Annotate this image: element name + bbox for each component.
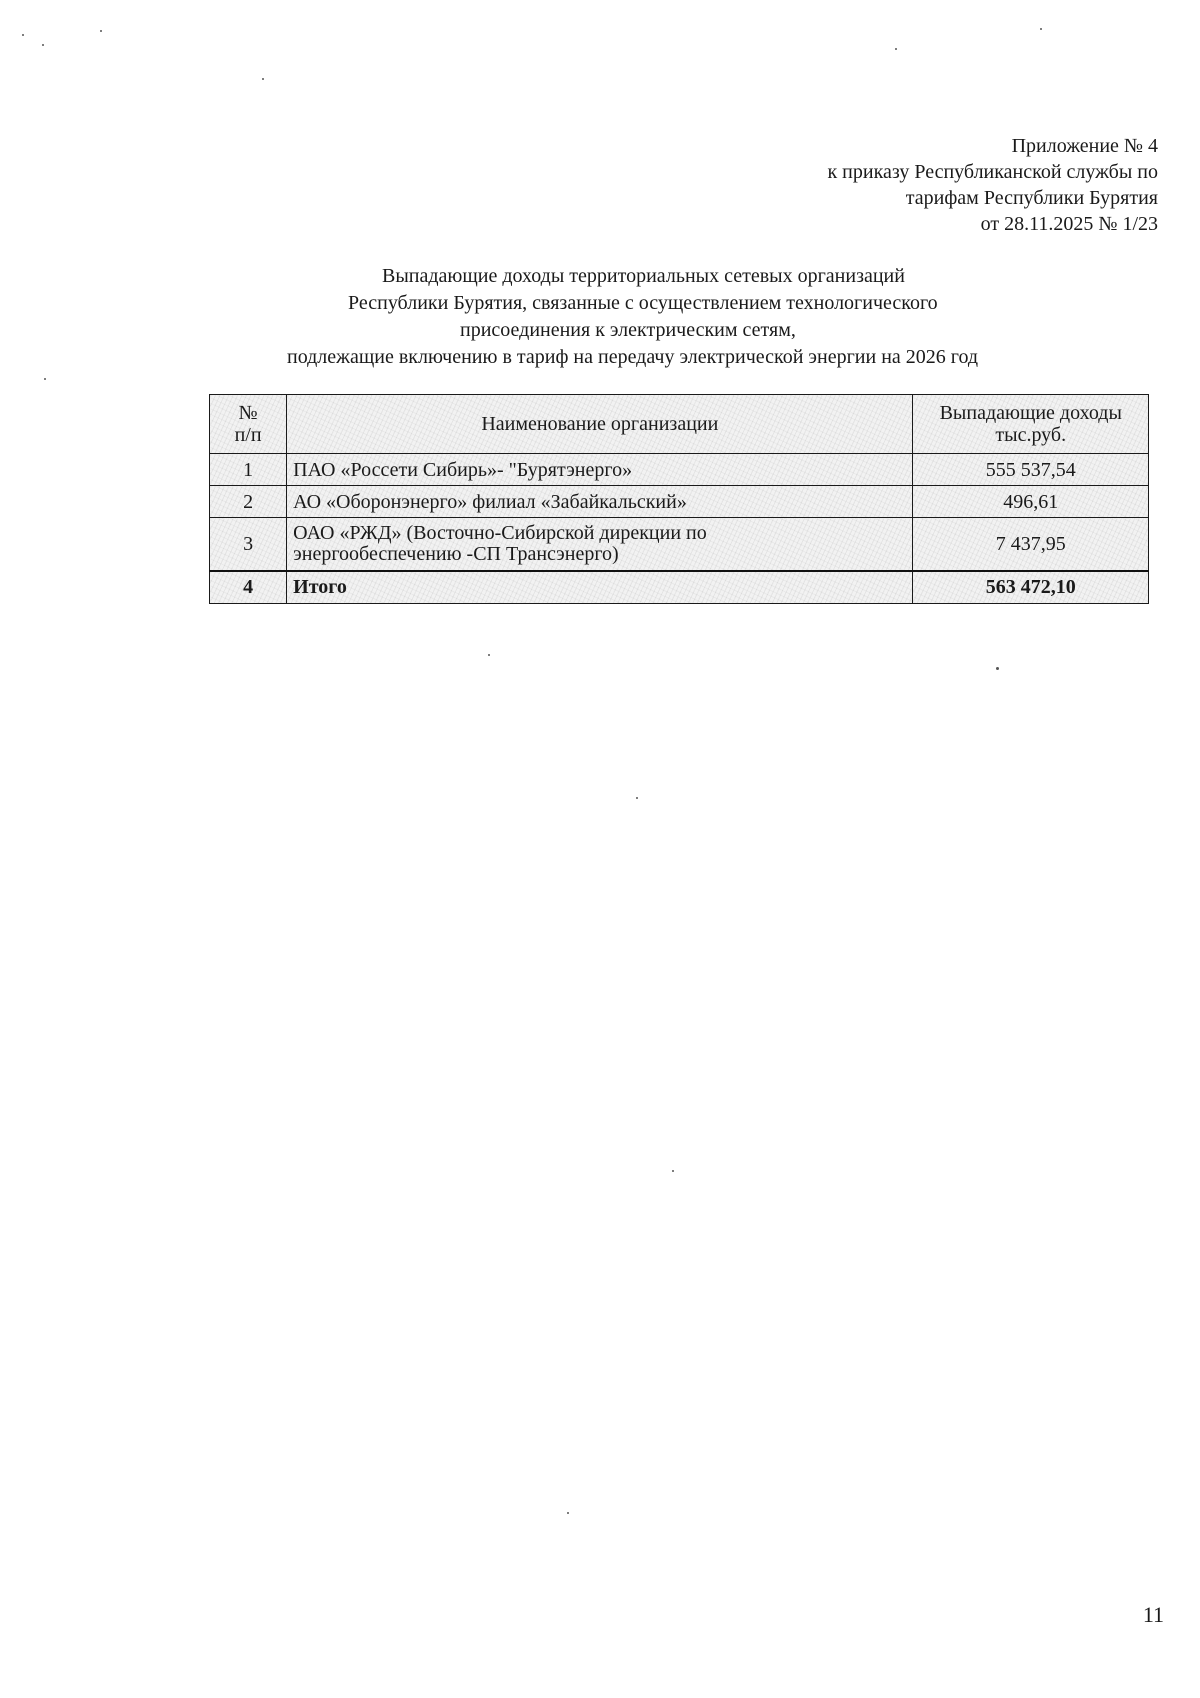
row-organization	[287, 518, 913, 572]
appendix-line: Приложение № 4	[1011, 135, 1158, 157]
table-row	[210, 486, 1149, 518]
scan-speck	[488, 654, 490, 656]
total-number: 4	[210, 571, 287, 604]
row-number: 2	[210, 486, 287, 518]
scan-speck	[672, 1170, 674, 1172]
table-header-row	[210, 395, 1149, 454]
header-value-line: Выпадающие доходы	[939, 402, 1122, 424]
page-number: 11	[1142, 1602, 1164, 1627]
document-title	[0, 263, 1200, 371]
scan-speck	[996, 667, 999, 670]
header-organization: Наименование организации	[287, 395, 913, 454]
total-label: Итого	[287, 571, 913, 604]
scan-speck	[44, 378, 46, 380]
table-total-row	[210, 571, 1149, 604]
header-lost-revenue	[913, 395, 1149, 454]
appendix-reference	[827, 133, 1158, 237]
row-number: 3	[210, 518, 287, 572]
scan-speck	[42, 44, 44, 46]
row-value: 7 437,95	[913, 518, 1149, 572]
scan-speck	[567, 1512, 569, 1514]
appendix-line: от 28.11.2025 № 1/23	[980, 213, 1158, 235]
header-number-line: №	[238, 402, 258, 424]
row-organization: ПАО «Россети Сибирь»- "Бурятэнерго»	[287, 454, 913, 486]
row-value: 555 537,54	[913, 454, 1149, 486]
header-number-line: п/п	[234, 424, 262, 446]
title-line: Республики Бурятия, связанные с осуществлением технологического	[348, 292, 938, 314]
scan-speck	[22, 34, 24, 36]
row-number: 1	[210, 454, 287, 486]
appendix-line: тарифам Республики Бурятия	[905, 187, 1158, 209]
row-organization-line: энергообеспечению -СП Трансэнерго)	[293, 543, 619, 565]
row-value: 496,61	[913, 486, 1149, 518]
row-organization: АО «Оборонэнерго» филиал «Забайкальский»	[287, 486, 913, 518]
scan-speck	[262, 78, 264, 80]
appendix-line: к приказу Республиканской службы по	[827, 161, 1158, 183]
scan-speck	[100, 30, 102, 32]
row-organization-line: ОАО «РЖД» (Восточно-Сибирской дирекции по	[293, 522, 707, 544]
header-number	[210, 395, 287, 454]
title-line: Выпадающие доходы территориальных сетевых организаций	[382, 265, 905, 287]
scan-speck	[895, 48, 897, 50]
header-value-line: тыс.руб.	[995, 424, 1067, 446]
lost-revenue-table	[209, 394, 1149, 604]
table-row	[210, 454, 1149, 486]
total-value: 563 472,10	[913, 571, 1149, 604]
title-line: присоединения к электрическим сетям,	[460, 319, 796, 341]
scan-speck	[636, 797, 638, 799]
title-line: подлежащие включению в тариф на передачу электрической энергии на 2026 год	[287, 346, 979, 368]
table-row	[210, 518, 1149, 572]
scan-speck	[1040, 28, 1042, 30]
